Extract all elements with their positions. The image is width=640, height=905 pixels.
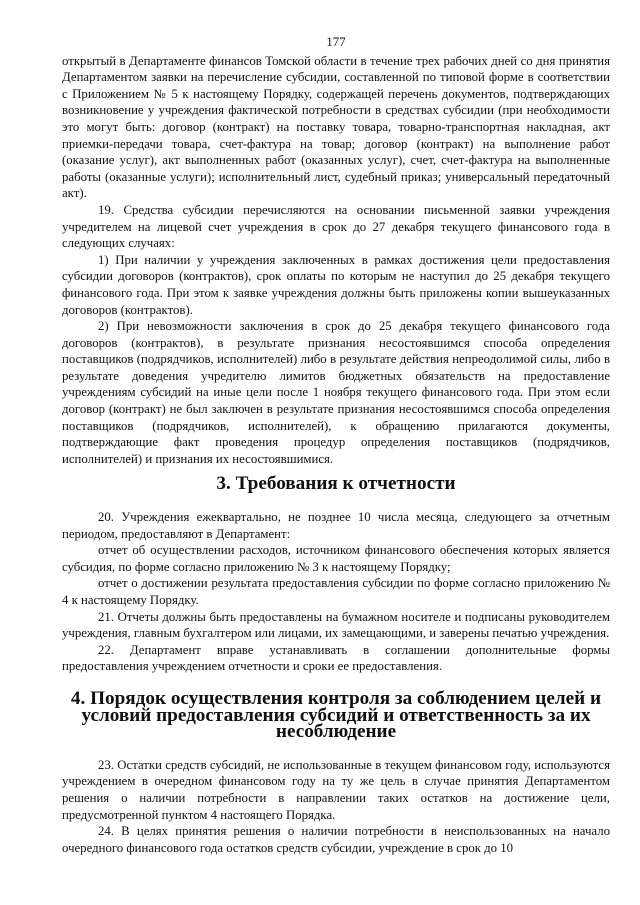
- paragraph-22: 22. Департамент вправе устанавливать в соглашении дополнительные формы предоставления учреждением отчетности и сроки ее предоставления.: [62, 642, 610, 674]
- section-heading-4: 4. Порядок осуществления контроля за соблюдением целей и условий предоставления субсидий и ответственность за их несоблюдение: [70, 687, 602, 743]
- paragraph-20-report-results: отчет о достижении результата предоставления субсидии по форме согласно приложению № 4 к настоящему Порядку.: [62, 576, 610, 607]
- paragraph-23: 23. Остатки средств субсидий, не использованные в текущем финансовом году, используются учреждением в очередном финансовом году на ту же цель в случае принятия Департаментом решения о наличии потребности в направлении таких остатков на достижение цели, предусмотренной пунктом 4 настоящего Порядка.: [62, 757, 610, 822]
- paragraph-19-item-2: 2) При невозможности заключения в срок до 25 декабря текущего финансового года договоров (контрактов), в результате признания несостоявшимся способа определения поставщиков (подрядчиков, исполнителей) либо в результате действия непреодолимой силы, либо в результате доведения учредителю лимитов бюджетных обязательств на предоставление учреждениям субсидий на иные цели после 1 ноября текущего финансового года. При этом если договор (контракт) не был заключен в результате признания несостоявшимся способа определения поставщиков (подрядчиков, исполнителей), к обращению прилагаются документы, подтверждающие факт проведения процедур определения поставщиков (подрядчиков, исполнителей) и признания их несостоявшимися.: [62, 319, 610, 466]
- paragraph-20-report-expenses: отчет об осуществлении расходов, источником финансового обеспечения которых является субсидия, по форме согласно приложению № 3 к настоящему Порядку;: [62, 543, 610, 574]
- spacer: [62, 493, 610, 509]
- paragraph-24: 24. В целях принятия решения о наличии потребности в неиспользованных на начало очередного финансового года остатков средств субсидии, учреждение в срок до 10: [62, 824, 610, 855]
- section-heading-3: 3. Требования к отчетности: [216, 473, 456, 495]
- paragraph-21: 21. Отчеты должны быть предоставлены на бумажном носителе и подписаны руководителем учреждения, главным бухгалтером или лицами, их замещающими, и заверены печатью учреждения.: [62, 609, 610, 641]
- spacer: [62, 741, 610, 757]
- page-number: 177: [326, 35, 346, 49]
- paragraph-20: 20. Учреждения ежеквартально, не позднее 10 числа месяца, следующего за отчетным периодом, предоставляют в Департамент:: [62, 510, 610, 541]
- paragraph-19-item-1: 1) При наличии у учреждения заключенных в рамках достижения цели предоставления субсидии договоров (контрактов), срок оплаты по которым не наступил до 25 декабря текущего финансового года. При этом к заявке учреждения должны быть приложены копии вышеуказанных договоров (контрактов).: [62, 252, 610, 317]
- paragraph-19: 19. Средства субсидии перечисляются на основании письменной заявки учреждения учредителем на лицевой счет учреждения в срок до 27 декабря текущего финансового года в следующих случаях:: [62, 202, 610, 251]
- paragraph-continuation: открытый в Департаменте финансов Томской области в течение трех рабочих дней со дня принятия Департаментом заявки на перечисление субсидии, составленной по типовой форме в соответствии с Приложением № 5 к настоящему Порядку, содержащей перечень документов, подтверждающих возникновение у учреждения фактической потребности в средствах субсидии (при необходимости это могут быть: договор (контракт) на поставку товара, товарно-транспортная накладная, акт приемки-передачи товара, счет-фактура на товар; договор (контракт) на выполнение работ (оказание услуг), акт выполненных работ (оказанных услуг), счет, счет-фактура на выполненные работы (оказанные услуги); исполнительный лист, судебный приказ; универсальный передаточный акт).: [62, 53, 610, 201]
